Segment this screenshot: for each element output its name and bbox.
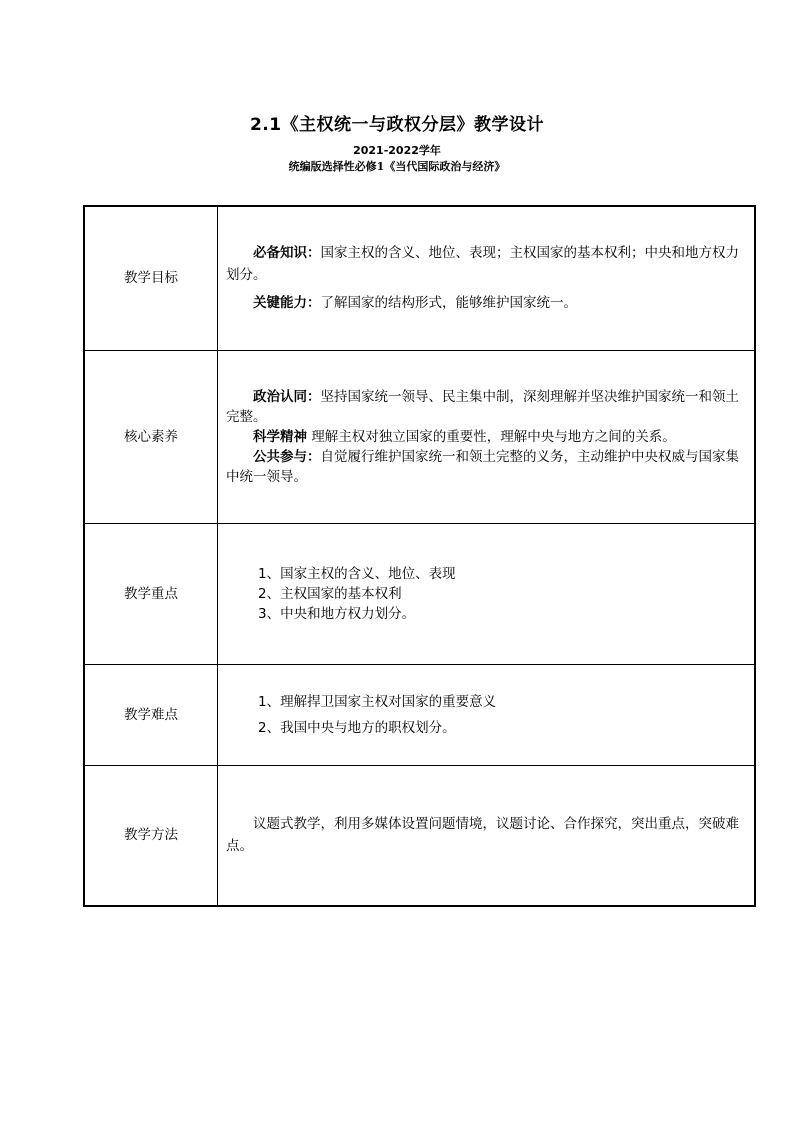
knowledge-text: 国家主权的含义、地位、表现；主权国家的基本权利；中央和地方权力划分。	[226, 245, 739, 284]
literacy-content	[218, 350, 756, 523]
table-row	[84, 350, 755, 523]
row-label-keypoints: 教学重点	[84, 523, 218, 664]
table-row	[84, 523, 755, 664]
objective-knowledge	[226, 242, 748, 286]
course-name: 统编版选择性必修1《当代国际政治与经济》	[288, 160, 506, 173]
public-text: 自觉履行维护国家统一和领土完整的义务，主动维护中央权威与国家集中统一领导。	[226, 448, 739, 485]
ability-text: 了解国家的结构形式，能够维护国家统一。	[320, 295, 577, 312]
document-title: 2.1《主权统一与政权分层》教学设计	[249, 115, 545, 135]
row-label-difficulties: 教学难点	[84, 664, 218, 765]
science-text: 理解主权对独立国家的重要性，理解中央与地方之间的关系。	[307, 428, 676, 445]
table-row	[84, 765, 755, 906]
school-year: 2021-2022学年	[353, 144, 441, 157]
methods-content	[218, 765, 756, 906]
table-row	[84, 664, 755, 765]
row-label-objectives: 教学目标	[84, 206, 218, 350]
science-keyword: 科学精神	[253, 428, 307, 445]
methods-text: 议题式教学，利用多媒体设置问题情境，议题讨论、合作探究，突出重点，突破难点。	[226, 816, 739, 855]
lesson-plan-table	[83, 205, 756, 907]
table-row	[84, 206, 755, 350]
literacy-public	[226, 447, 748, 487]
ability-keyword: 关键能力：	[253, 295, 321, 312]
objective-ability	[226, 292, 748, 314]
row-label-literacy: 核心素养	[84, 350, 218, 523]
political-text: 坚持国家统一领导、民主集中制，深刻理解并坚决维护国家统一和领土完整。	[226, 388, 739, 425]
difficulty-item: 1、理解捍卫国家主权对国家的重要意义	[258, 693, 497, 710]
keypoint-item: 3、中央和地方权力划分。	[258, 605, 416, 622]
literacy-political	[226, 387, 748, 427]
public-keyword: 公共参与：	[253, 448, 321, 465]
literacy-science	[226, 427, 748, 447]
knowledge-keyword: 必备知识：	[253, 245, 321, 262]
keypoint-item: 2、主权国家的基本权利	[258, 585, 402, 602]
political-keyword: 政治认同：	[253, 388, 321, 405]
keypoint-item: 1、国家主权的含义、地位、表现	[258, 565, 456, 582]
row-label-methods: 教学方法	[84, 765, 218, 906]
difficulties-content	[218, 664, 756, 765]
difficulty-item: 2、我国中央与地方的职权划分。	[258, 719, 456, 736]
objectives-content	[218, 206, 756, 350]
keypoints-content	[218, 523, 756, 664]
